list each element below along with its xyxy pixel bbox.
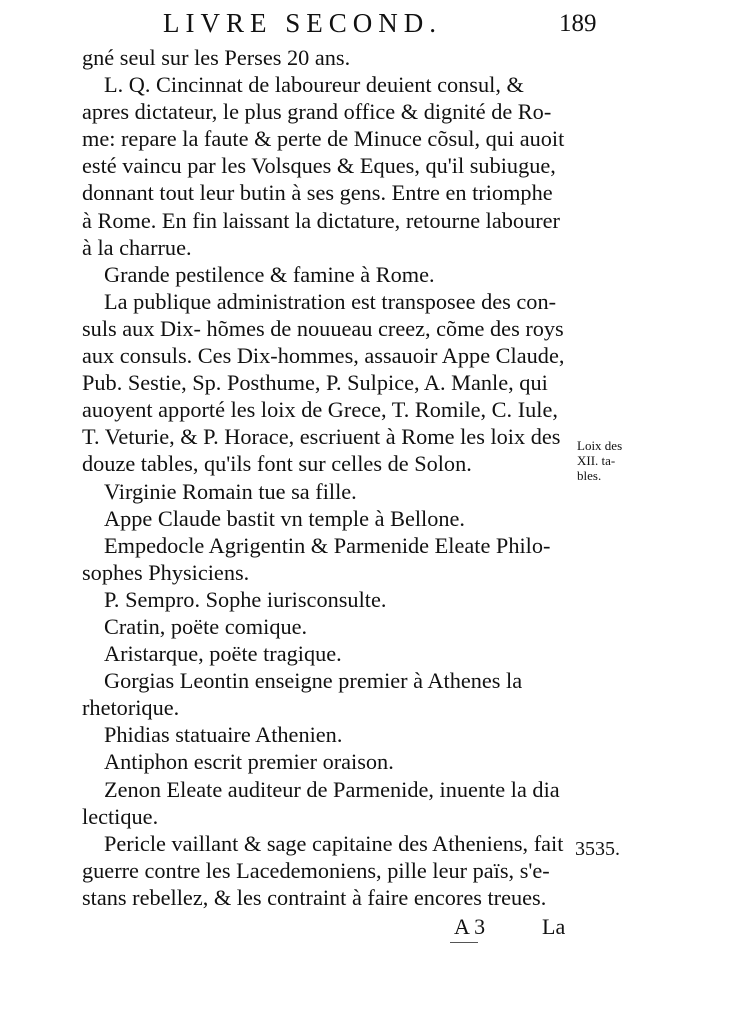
text-line: me: repare la faute & perte de Minuce cõsul, qui auoit <box>82 126 565 152</box>
margin-note-line: Loix des <box>577 438 623 453</box>
page-footer <box>440 912 610 946</box>
text-line: apres dictateur, le plus grand office & dignité de Ro- <box>82 99 552 125</box>
text-line: Pericle vaillant & sage capitaine des Atheniens, fait <box>104 830 564 856</box>
text-line: auoyent apporté les loix de Grece, T. Romile, C. Iule, <box>82 397 558 423</box>
body-text <box>82 44 572 911</box>
text-line: Empedocle Agrigentin & Parmenide Eleate Philo- <box>104 532 551 558</box>
text-line: P. Sempro. Sophe iurisconsulte. <box>104 586 387 612</box>
text-line: suls aux Dix- hõmes de nouueau creez, cõme des roys <box>82 315 564 341</box>
text-line: aux consuls. Ces Dix-hommes, assauoir Appe Claude, <box>82 343 565 369</box>
text-line: gné seul sur les Perses 20 ans. <box>82 45 351 70</box>
text-line: Cratin, poëte comique. <box>104 613 308 639</box>
margin-note-loix <box>577 438 657 483</box>
text-line: Appe Claude bastit vn temple à Bellone. <box>104 505 465 531</box>
text-line: Zenon Eleate auditeur de Parmenide, inuente la dia <box>104 776 560 802</box>
text-line: Antiphon escrit premier oraison. <box>104 749 394 775</box>
page-header <box>0 4 743 42</box>
text-line: L. Q. Cincinnat de laboureur deuient consul, & <box>104 72 524 98</box>
text-line: Pub. Sestie, Sp. Posthume, P. Sulpice, A. Manle, qui <box>82 370 548 396</box>
text-line: Aristarque, poëte tragique. <box>104 641 342 667</box>
text-line: esté vaincu par les Volsques & Eques, qu'il subiugue, <box>82 153 556 179</box>
text-line: lectique. <box>82 803 159 829</box>
text-line: guerre contre les Lacedemoniens, pille leur païs, s'e- <box>82 857 550 883</box>
text-line: rhetorique. <box>82 695 180 721</box>
text-line: T. Veturie, & P. Horace, escriuent à Rome les loix des <box>82 424 561 450</box>
text-line: Phidias statuaire Athenien. <box>104 722 343 748</box>
margin-note-line: bles. <box>577 468 602 483</box>
text-line: à Rome. En fin laissant la dictature, retourne labourer <box>82 207 560 233</box>
page-number: 189 <box>559 10 597 37</box>
text-line: douze tables, qu'ils font sur celles de Solon. <box>82 451 472 477</box>
text-line: Virginie Romain tue sa fille. <box>104 478 357 504</box>
catchword: La <box>542 914 566 939</box>
text-line: sophes Physiciens. <box>82 559 250 585</box>
text-line: Gorgias Leontin enseigne premier à Athenes la <box>104 668 523 694</box>
margin-note-line: XII. ta- <box>577 453 616 468</box>
text-lines <box>82 44 572 911</box>
margin-year-number: 3535. <box>575 838 620 860</box>
running-head: LIVRE SECOND. <box>163 8 442 38</box>
text-line: stans rebellez, & les contraint à faire encores treues. <box>82 884 547 910</box>
signature-rule <box>450 942 478 943</box>
signature-mark: A 3 <box>454 914 486 939</box>
text-line: donnant tout leur butin à ses gens. Entre en triomphe <box>82 180 553 206</box>
text-line: Grande pestilence & famine à Rome. <box>104 261 435 287</box>
text-line: à la charrue. <box>82 234 192 260</box>
text-line: La publique administration est transposee des con- <box>104 288 557 314</box>
